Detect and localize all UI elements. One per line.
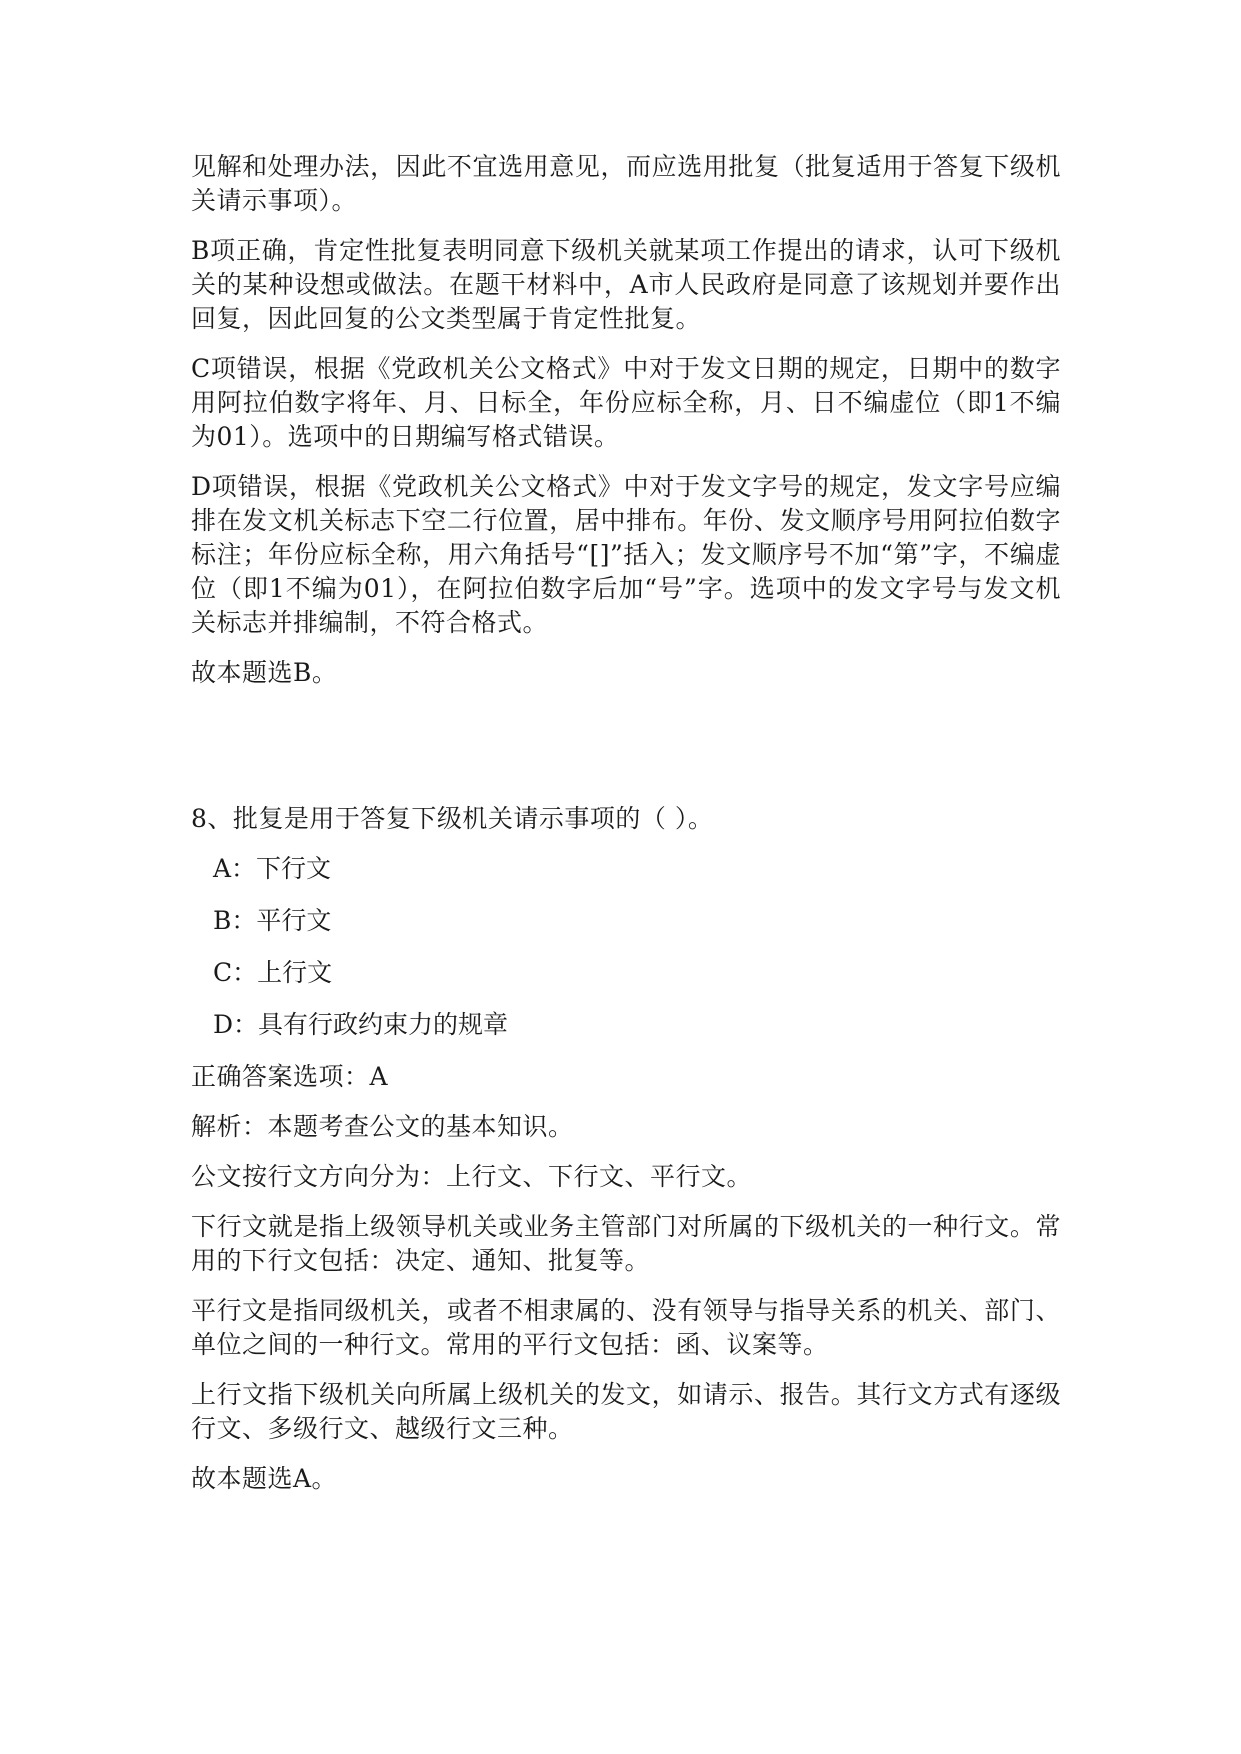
question-8-option-d: D：具有行政约束力的规章 (213, 1010, 509, 1039)
prev-explanation-paragraph-2: B项正确，肯定性批复表明同意下级机关就某项工作提出的请求，认可下级机关的某种设想或做法。在题干材料中，A市人民政府是同意了该规划并要作出回复，因此回复的公文类型属于肯定性批复。 (191, 236, 1061, 333)
question-8-answer: 正确答案选项：A (191, 1062, 389, 1091)
question-8-option-c: C：上行文 (213, 958, 333, 987)
question-8-option-b: B：平行文 (213, 906, 332, 935)
section-spacer (191, 706, 1061, 802)
question-8-option-a: A：下行文 (213, 854, 332, 883)
question-8-paragraph-3: 平行文是指同级机关，或者不相隶属的、没有领导与指导关系的机关、部门、单位之间的一种行文。常用的平行文包括：函、议案等。 (191, 1296, 1061, 1359)
prev-explanation-paragraph-4: D项错误，根据《党政机关公文格式》中对于发文字号的规定，发文字号应编排在发文机关标志下空二行位置，居中排布。年份、发文顺序号用阿拉伯数字标注；年份应标全称，用六角括号“[]”括入；发文顺序号不加“第”字，不编虚位（即1不编为01），在阿拉伯数字后加“号”字。选项中的发文字号与发文机关标志并排编制，不符合格式。 (191, 472, 1061, 637)
page-content (191, 150, 1061, 1512)
question-8-paragraph-4: 上行文指下级机关向所属上级机关的发文，如请示、报告。其行文方式有逐级行文、多级行文、越级行文三种。 (191, 1380, 1061, 1443)
prev-conclusion: 故本题选B。 (191, 658, 338, 687)
question-8-conclusion: 故本题选A。 (191, 1464, 338, 1493)
question-8-paragraph-2: 下行文就是指上级领导机关或业务主管部门对所属的下级机关的一种行文。常用的下行文包括：决定、通知、批复等。 (191, 1212, 1061, 1275)
question-8-analysis: 解析：本题考查公文的基本知识。 (191, 1112, 574, 1141)
prev-explanation-paragraph-3: C项错误，根据《党政机关公文格式》中对于发文日期的规定，日期中的数字用阿拉伯数字将年、月、日标全，年份应标全称，月、日不编虚位（即1不编为01）。选项中的日期编写格式错误。 (191, 354, 1061, 451)
question-8-stem: 8、批复是用于答复下级机关请示事项的（ ）。 (191, 804, 714, 833)
prev-explanation-paragraph-1: 见解和处理办法，因此不宜选用意见，而应选用批复（批复适用于答复下级机关请示事项）。 (191, 152, 1061, 215)
question-8-paragraph-1: 公文按行文方向分为：上行文、下行文、平行文。 (191, 1162, 753, 1191)
